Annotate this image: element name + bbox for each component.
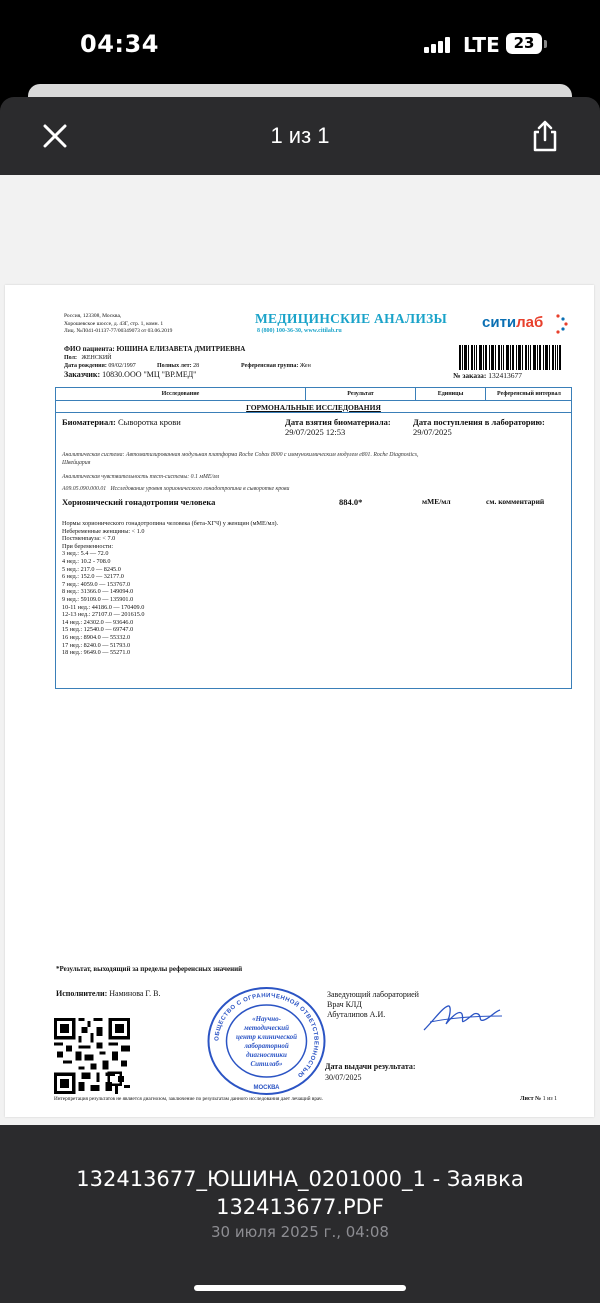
patient-birth-date: Дата рождения: 09/02/1997 xyxy=(64,363,136,369)
lab-phone: 8 (800) 100-36-30, www.citilab.ru xyxy=(257,328,342,334)
section-divider xyxy=(56,412,571,413)
norms-list: Нормы хорионического гонадотропина человека (бета-ХГЧ) у женщин (мМЕ/мл). Небеременные женщины: < 1.0 Постменпауза: < 7.0 При беременности: 3 нед.: 5.4 — 72.0 4 нед.: 10.2 - 708.0 5 нед.: 217.0 — 8245.0 6 нед.: 152.0 — 32177.0 7 нед.: 4059.0 — 153767.0 8 нед.: 31366.0 — 149094.0 9 нед.: 59109.0 — 135901.0 10-11 нед.: 44186.0 — 170409.0 12-13 нед.: 27107.0 — 201615.0 14 нед.: 24302.0 — 93646.0 15 нед.: 12540.0 — 69747.0 16 нед.: 8904.0 — 55332.0 17 нед.: 8240.0 — 51793.0 18 нед.: 9649.0 — 55271.0 xyxy=(62,520,279,657)
analyte-name: Хорионический гонадотропин человека xyxy=(62,497,216,507)
svg-text:Ситилаб»: Ситилаб» xyxy=(250,1060,283,1068)
executors: Исполнители: Наминова Г. В. xyxy=(56,989,161,998)
share-button[interactable] xyxy=(530,119,560,153)
brand-logo: ситилаб xyxy=(482,314,544,331)
header-reference: Референсный интервал xyxy=(486,388,572,401)
svg-text:методический: методический xyxy=(243,1024,290,1032)
footnote: *Результат, выходящий за пределы референсных значений xyxy=(56,965,243,973)
brand-dots-icon xyxy=(555,313,569,335)
biomaterial: Биоматериал: Сыворотка крови xyxy=(62,417,181,427)
pdf-page xyxy=(5,285,594,1117)
status-time: 04:34 xyxy=(80,30,159,58)
page-counter: 1 из 1 xyxy=(270,123,330,148)
analyte-units: мМЕ/мл xyxy=(422,497,451,506)
barcode-icon xyxy=(459,345,561,370)
patient-age: Полных лет: 28 xyxy=(157,363,200,369)
order-number: № заказа: 132413677 xyxy=(453,371,523,380)
header-units: Единицы xyxy=(416,388,486,401)
battery-icon xyxy=(506,33,542,54)
head-of-lab: Заведующий лабораторией Врач КЛД Абуталипов А.И. xyxy=(327,990,419,1019)
signature-icon xyxy=(420,1000,505,1036)
file-info-bar xyxy=(0,1125,600,1303)
lab-address: Россия, 123308, Москва, Хорошевское шоссе, д. 43Г, стр. 1, комн. 1 Лиц. №Л041-01137-77/00349073 от 03.06.2019 xyxy=(64,313,173,334)
patient-sex: Пол: ЖЕНСКИЙ xyxy=(64,355,112,361)
analytic-system-line2: Швейцария xyxy=(62,460,91,466)
document-viewport[interactable] xyxy=(0,175,600,1125)
test-code: A09.05.090.000.01 Исследование уровня хорионического гонадотропина в сыворотке крови xyxy=(62,486,290,492)
customer: Заказчик: 10830.ООО "МЦ "ВР.МЕД" xyxy=(64,370,197,379)
analytic-system-line1: Аналитическая система: Автоматизированная модульная платформа Roche Cobas 8000 с иммунохимическим модулем e801. Roche Diagnostics, xyxy=(62,452,419,458)
svg-text:«Научно-: «Научно- xyxy=(252,1015,281,1023)
svg-text:центр клинической: центр клинической xyxy=(235,1033,298,1041)
battery-level: 23 xyxy=(513,34,535,52)
file-name: 132413677_ЮШИНА_0201000_1 - Заявка 132413677.PDF xyxy=(76,1167,524,1219)
interpretation-note: Интерпретация результатов не является диагнозом, заключение по результатам данного исследования дает лечащий врач. xyxy=(54,1096,323,1102)
section-title: ГОРМОНАЛЬНЫЕ ИССЛЕДОВАНИЯ xyxy=(246,403,381,412)
header-result: Результат xyxy=(306,388,416,401)
patient-ref-group: Референсная группа: Жен xyxy=(241,363,311,369)
sheet-number: Лист № 1 из 1 xyxy=(520,1096,558,1102)
cellular-signal-icon xyxy=(424,37,452,53)
lab-title: МЕДИЦИНСКИЕ АНАЛИЗЫ xyxy=(255,311,448,326)
svg-text:МОСКВА: МОСКВА xyxy=(253,1085,280,1091)
analyte-result: 884.0* xyxy=(339,497,363,507)
header-study: Исследование xyxy=(56,388,306,401)
results-table xyxy=(55,387,572,689)
svg-text:лабораторной: лабораторной xyxy=(244,1042,289,1050)
patient-name: ФИО пациента: ЮШИНА ЕЛИЗАВЕТА ДМИТРИЕВНА xyxy=(64,345,246,353)
status-bar xyxy=(0,0,600,95)
svg-text:диагностики: диагностики xyxy=(246,1051,287,1059)
network-type: LTE xyxy=(463,33,500,57)
arrival-date: Дата поступления в лабораторию: 29/07/2025 xyxy=(413,417,545,437)
file-date: 30 июля 2025 г., 04:08 xyxy=(211,1223,389,1241)
sensitivity: Аналитическая чувствительность тест-системы: 0.1 мМЕ/мл xyxy=(62,474,220,480)
analyte-reference: см. комментарий xyxy=(486,497,545,506)
svg-text:ОБЩЕСТВО С ОГРАНИЧЕННОЙ ОТВЕТС: ОБЩЕСТВО С ОГРАНИЧЕННОЙ ОТВЕТСТВЕННОСТЬЮ xyxy=(214,992,319,1079)
share-icon xyxy=(530,119,560,153)
issue-date: Дата выдачи результата: 30/07/2025 xyxy=(325,1062,416,1082)
viewer-header xyxy=(0,97,600,175)
battery-cap xyxy=(544,40,547,48)
sample-date: Дата взятия биоматериала: 29/07/2025 12:53 xyxy=(285,417,391,437)
qr-code-icon xyxy=(54,1018,130,1094)
lab-stamp-icon xyxy=(205,985,328,1097)
home-indicator[interactable] xyxy=(194,1285,406,1291)
